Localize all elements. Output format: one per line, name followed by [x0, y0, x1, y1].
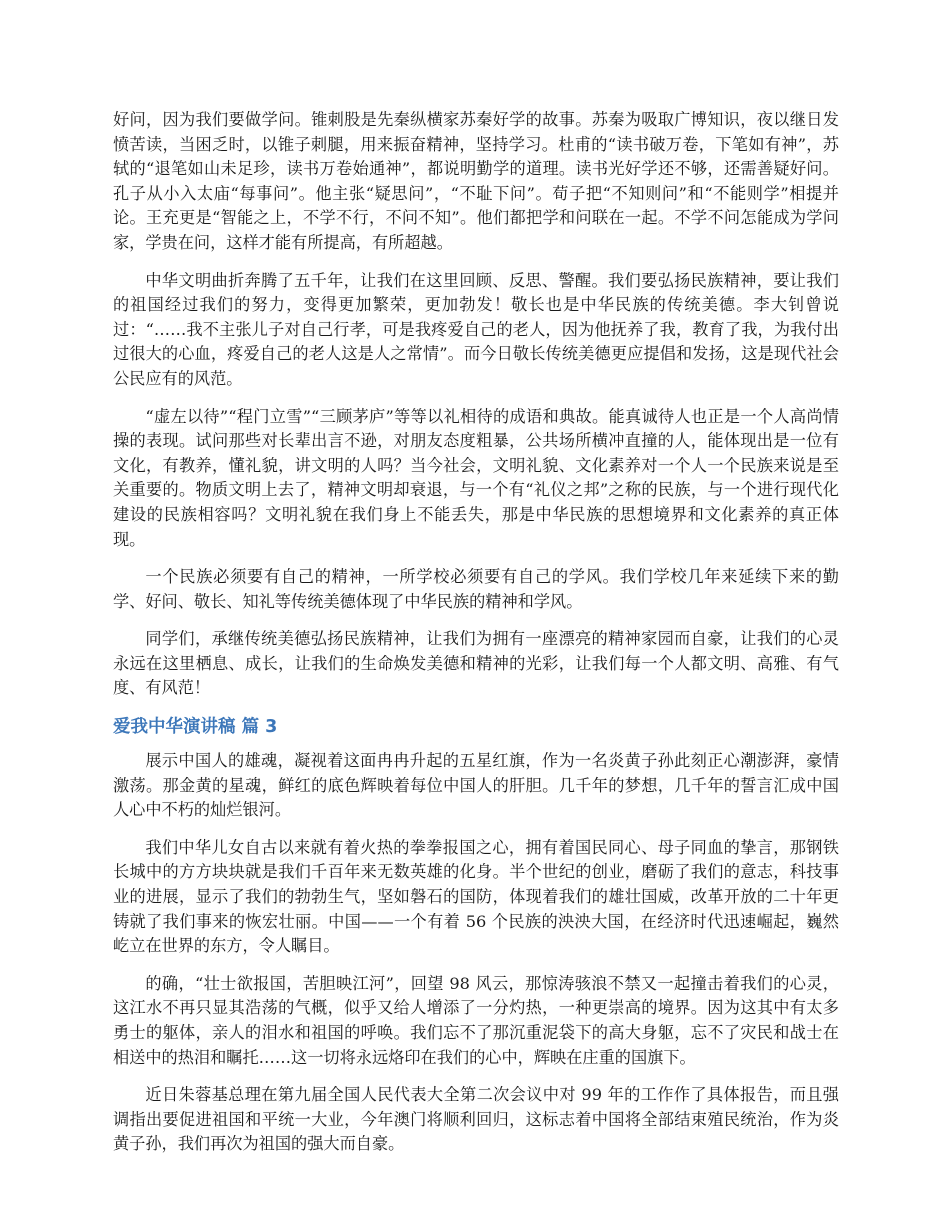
paragraph: 同学们，承继传统美德弘扬民族精神，让我们为拥有一座漂亮的精神家园而自豪，让我们的心灵永远在这里栖息、成长，让我们的生命焕发美德和精神的光彩，让我们每一个人都文明、高雅、有气度、有风范！ — [113, 629, 839, 698]
document-body — [113, 108, 839, 1170]
paragraph: “虚左以待”“程门立雪”“三顾茅庐”等等以礼相待的成语和典故。能真诚待人也正是一个人高尚情操的表现。试问那些对长辈出言不逊，对朋友态度粗暴，公共场所横冲直撞的人，能体现出是一位有文化，有教养，懂礼貌，讲文明的人吗？当今社会，文明礼貌、文化素养对一个人一个民族来说是至关重要的。物质文明上去了，精神文明却衰退，与一个有“礼仪之邦”之称的民族，与一个进行现代化建设的民族相容吗？文明礼貌在我们身上不能丢失，那是中华民族的思想境界和文化素养的真正体现。 — [113, 406, 839, 549]
paragraph: 展示中国人的雄魂，凝视着这面冉冉升起的五星红旗，作为一名炎黄子孙此刻正心潮澎湃，豪情激荡。那金黄的星魂，鲜红的底色辉映着每位中国人的肝胆。几千年的梦想，几千年的誓言汇成中国人心中不朽的灿烂银河。 — [113, 751, 839, 820]
paragraph: 近日朱蓉基总理在第九届全国人民代表大全第二次会议中对 99 年的工作作了具体报告，而且强调指出要促进祖国和平统一大业，今年澳门将顺利回归，这标志着中国将全部结束殖民统治，作为炎黄子孙，我们再次为祖国的强大而自豪。 — [113, 1085, 839, 1154]
paragraph: 我们中华儿女自古以来就有着火热的拳拳报国之心，拥有着国民同心、母子同血的挚言，那钢铁长城中的方方块块就是我们千百年来无数英雄的化身。半个世纪的创业，磨砺了我们的意志，科技事业的进展，显示了我们的勃勃生气，坚如磐石的国防，体现着我们的雄壮国威，改革开放的二十年更铸就了我们事来的恢宏壮丽。中国——一个有着 56 个民族的泱泱大国，在经济时代迅速崛起，巍然屹立在世界的东方，令人瞩目。 — [113, 837, 839, 956]
paragraph: 的确，“壮士欲报国，苦胆映江河”，回望 98 风云，那惊涛骇浪不禁又一起撞击着我们的心灵，这江水不再只显其浩荡的气概，似乎又给人增添了一分灼热，一种更崇高的境界。因为这其中有太多勇士的躯体，亲人的泪水和祖国的呼唤。我们忘不了那沉重泥袋下的高大身躯，忘不了灾民和战士在相送中的热泪和瞩托……这一切将永远烙印在我们的心中，辉映在庄重的国旗下。 — [113, 973, 839, 1067]
section-heading: 爱我中华演讲稿 篇 3 — [113, 717, 278, 738]
paragraph-continued: 好问，因为我们要做学问。锥刺股是先秦纵横家苏秦好学的故事。苏秦为吸取广博知识，夜以继日发愤苦读，当困乏时，以锥子刺腿，用来振奋精神，坚持学习。杜甫的“读书破万卷，下笔如有神”，苏轼的“退笔如山未足珍，读书万卷始通神”，都说明勤学的道理。读书光好学还不够，还需善疑好问。孔子从小入太庙“每事问”。他主张“疑思问”，“不耻下问”。荀子把“不知则问”和“不能则学”相提并论。王充更是“智能之上，不学不行，不问不知”。他们都把学和问联在一起。不学不问怎能成为学问家，学贵在问，这样才能有所提高，有所超越。 — [113, 110, 839, 252]
paragraph: 一个民族必须要有自己的精神，一所学校必须要有自己的学风。我们学校几年来延续下来的勤学、好问、敬长、知礼等传统美德体现了中华民族的精神和学风。 — [113, 567, 839, 611]
paragraph: 中华文明曲折奔腾了五千年，让我们在这里回顾、反思、警醒。我们要弘扬民族精神，要让我们的祖国经过我们的努力，变得更加繁荣，更加勃发！敬长也是中华民族的传统美德。李大钊曾说过：“……我不主张儿子对自己行孝，可是我疼爱自己的老人，因为他抚养了我，教育了我，为我付出过很大的心血，疼爱自己的老人这是人之常情”。而今日敬长传统美德更应提倡和发扬，这是现代社会公民应有的风范。 — [113, 270, 839, 388]
